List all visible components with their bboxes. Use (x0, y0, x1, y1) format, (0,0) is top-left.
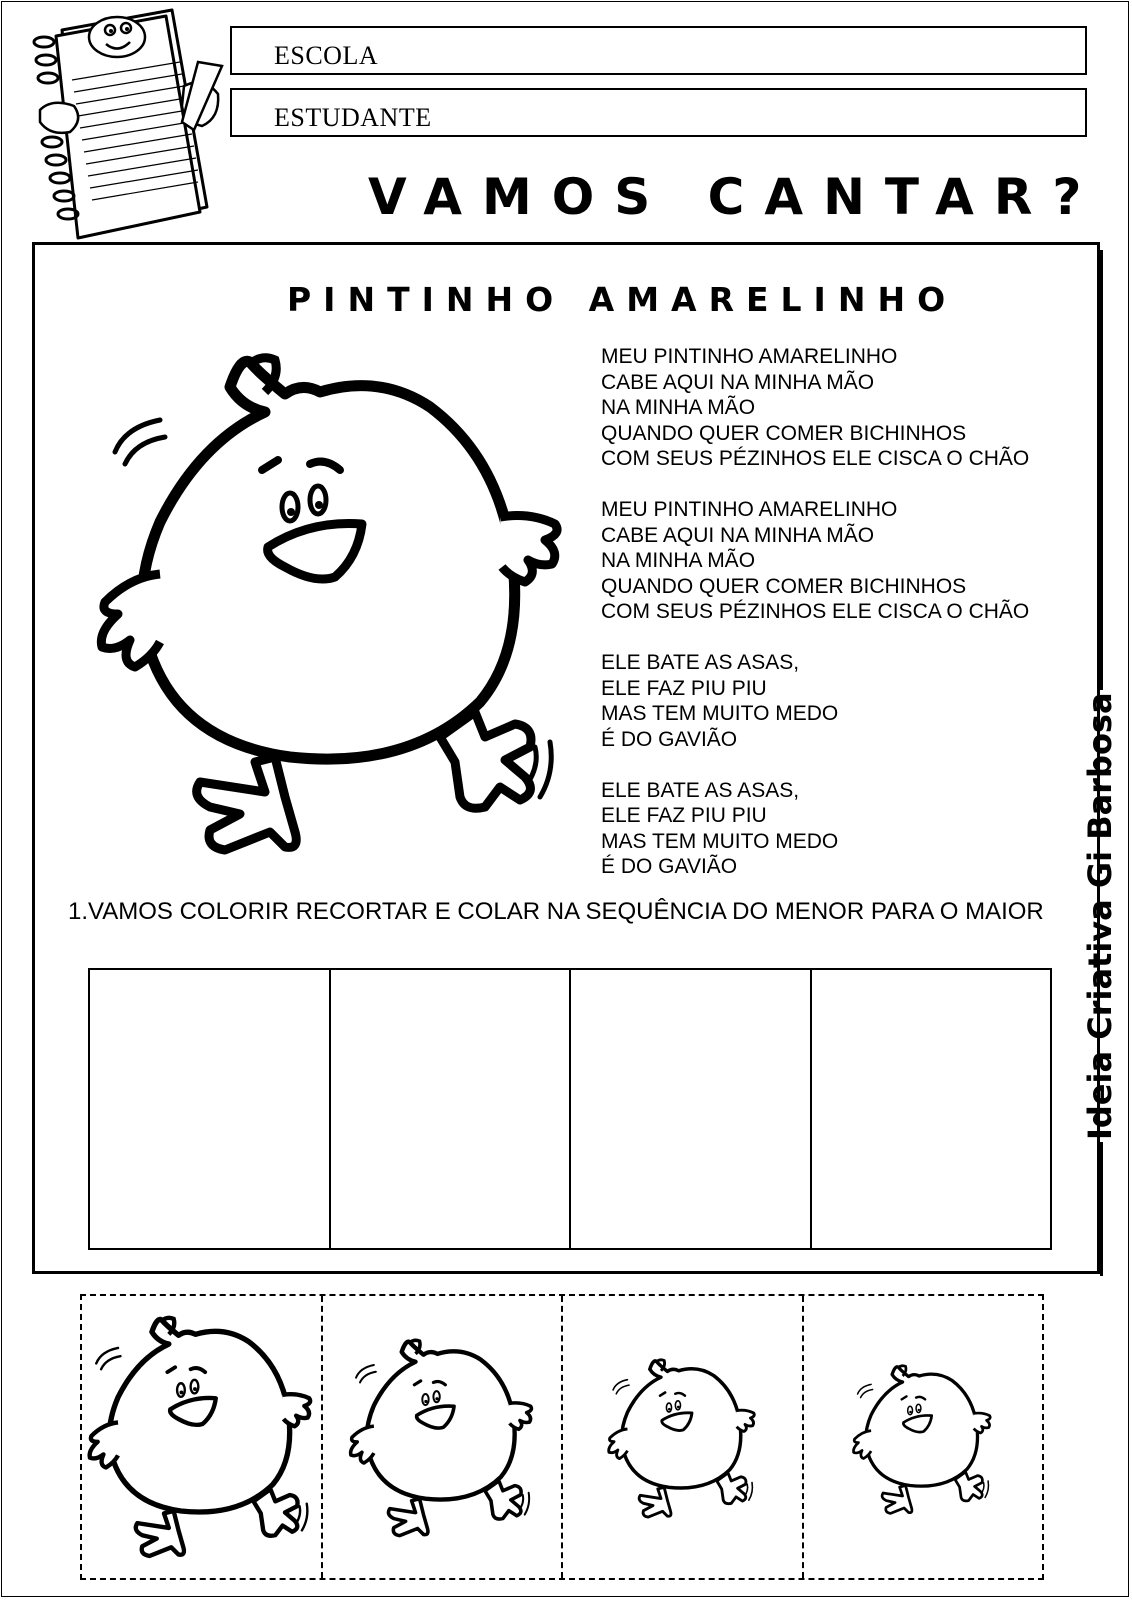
lyric-line: MEU PINTINHO AMARELINHO (601, 498, 898, 521)
cutout-cell[interactable] (323, 1296, 564, 1578)
lyric-line: ELE FAZ PIU PIU (601, 676, 767, 700)
school-field[interactable] (230, 26, 1087, 75)
lyric-line: É DO GAVIÃO (601, 855, 738, 878)
lyric-line: NA MINHA MÃO (601, 549, 756, 572)
notebook-mascot-icon (22, 2, 232, 240)
credit-rule (1100, 1142, 1103, 1276)
lyric-line: NA MINHA MÃO (601, 396, 756, 419)
lyric-line: COM SEUS PÉZINHOS ELE CISCA O CHÃO (601, 447, 1030, 470)
chick-cutout-icon (84, 1315, 319, 1559)
chick-cutout-icon (850, 1364, 996, 1516)
lyric-line: QUANDO QUER COMER BICHINHOS (601, 574, 967, 598)
cutout-cell[interactable] (563, 1296, 804, 1578)
lyric-line: É DO GAVIÃO (601, 727, 738, 751)
credit-text: Ideia Criativa Gi Barbosa (1081, 692, 1119, 1140)
verse-2 (601, 497, 1081, 625)
paste-box[interactable] (90, 970, 331, 1248)
verse-1 (601, 344, 1081, 472)
song-title: PINTINHO AMARELINHO (287, 280, 958, 319)
lyric-line: CABE AQUI NA MINHA MÃO (601, 370, 875, 394)
song-lyrics (601, 344, 1081, 905)
paste-box[interactable] (571, 970, 812, 1248)
student-label: ESTUDANTE (274, 103, 432, 132)
lyric-line: CABE AQUI NA MINHA MÃO (601, 523, 875, 547)
cutout-cell[interactable] (82, 1296, 323, 1578)
lyric-line: MAS TEM MUITO MEDO (601, 702, 839, 725)
cutout-cell[interactable] (804, 1296, 1043, 1578)
lyric-line: MAS TEM MUITO MEDO (601, 829, 839, 853)
paste-box[interactable] (331, 970, 572, 1248)
verse-3 (601, 650, 1081, 752)
student-field[interactable] (230, 88, 1087, 137)
lyric-line: ELE BATE AS ASAS, (601, 778, 800, 802)
lyric-line: ELE FAZ PIU PIU (601, 804, 767, 827)
lyric-line: QUANDO QUER COMER BICHINHOS (601, 421, 967, 445)
chick-cutout-icon (346, 1338, 539, 1538)
lyric-line: MEU PINTINHO AMARELINHO (601, 345, 898, 368)
paste-box[interactable] (812, 970, 1051, 1248)
activity-instruction: 1.VAMOS COLORIR RECORTAR E COLAR NA SEQUÊNCIA DO MENOR PARA O MAIOR (68, 898, 1044, 925)
paste-boxes (88, 968, 1052, 1250)
verse-4 (601, 778, 1081, 880)
page-title: VAMOS CANTAR? (368, 168, 1102, 226)
chick-cutout-icon (605, 1358, 760, 1519)
chick-illustration-icon (90, 352, 575, 857)
lyric-line: COM SEUS PÉZINHOS ELE CISCA O CHÃO (601, 600, 1030, 623)
school-label: ESCOLA (274, 41, 379, 70)
credit-rule (1100, 250, 1103, 690)
cutout-strip (80, 1294, 1044, 1580)
lyric-line: ELE BATE AS ASAS, (601, 651, 800, 674)
